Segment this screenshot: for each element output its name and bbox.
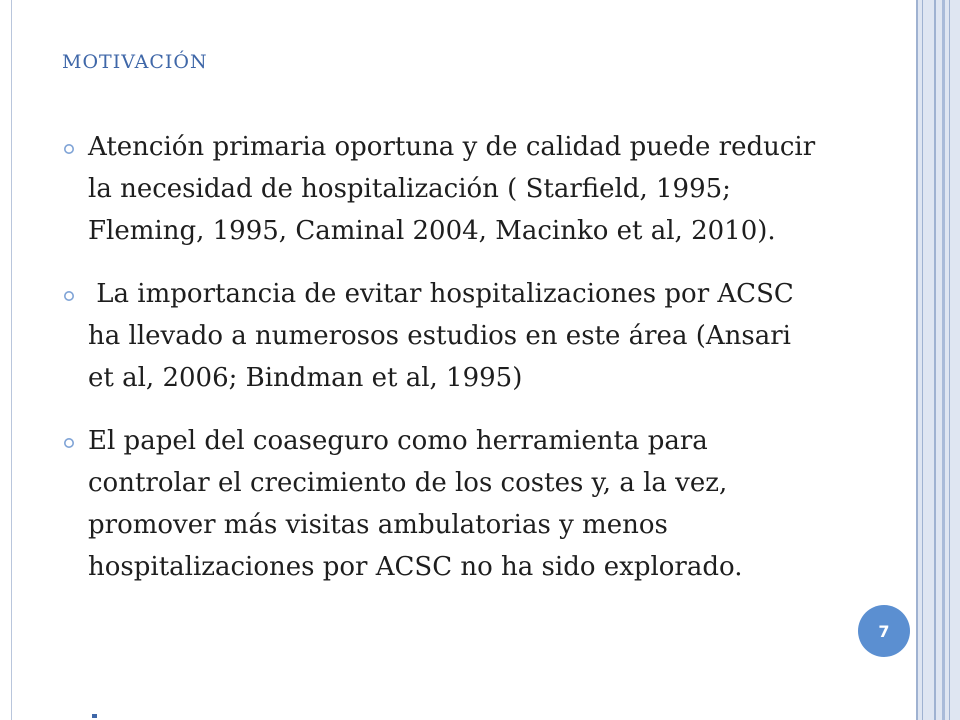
band-stripe — [922, 0, 923, 720]
decorative-mark — [92, 714, 97, 718]
right-decorative-band — [916, 0, 960, 720]
ring-bullet-icon — [62, 428, 88, 454]
bullet-text: Atención primaria oportuna y de calidad puede reducir la necesidad de hospitalización ( Starfield, 1995; Fleming, 1995, Caminal 2004, Macinko et al, 2010). — [88, 132, 824, 246]
band-stripe — [942, 0, 945, 720]
band-stripe — [934, 0, 936, 720]
bullet-text: La importancia de evitar hospitalizaciones por ACSC ha llevado a numerosos estudios en este área (Ansari et al, 2006; Bindman et al, 1995) — [88, 279, 803, 393]
page-number-badge: 7 — [858, 605, 910, 657]
left-border-line — [11, 0, 12, 720]
bullet-item — [62, 420, 822, 588]
bullet-text: El papel del coaseguro como herramienta para controlar el crecimiento de los costes y, a la vez, promover más visitas ambulatorias y menos hospitalizaciones por ACSC no ha sido explorado. — [88, 426, 743, 582]
bullet-list — [62, 126, 822, 609]
ring-bullet-icon — [62, 281, 88, 307]
bullet-item — [62, 126, 822, 252]
ring-bullet-icon — [62, 134, 88, 160]
band-stripe — [916, 0, 918, 720]
slide-title: motivación — [62, 44, 208, 75]
band-stripe — [949, 0, 950, 720]
bullet-item — [62, 273, 822, 399]
